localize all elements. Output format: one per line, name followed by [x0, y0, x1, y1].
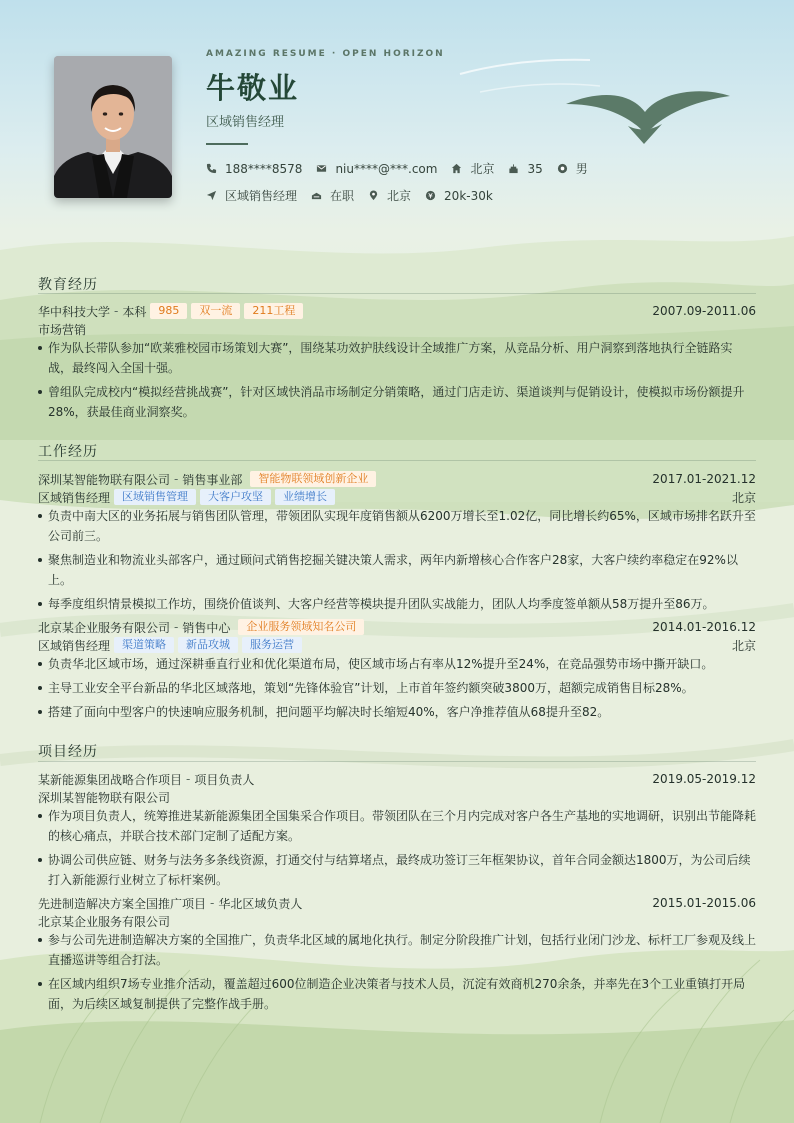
education-major-row: [38, 320, 756, 338]
school-name: 华中科技大学: [38, 304, 111, 319]
list-item: 在区域内组织7场专业推介活动，覆盖超过600位制造企业决策者与技术人员，沉淀有效商机270余条，并率先在3个工业重镇打开局面，为后续区域复制提供了完整作战手册。: [38, 974, 756, 1014]
email-info: [316, 162, 437, 176]
employment-status-info: [311, 187, 354, 204]
hometown-text: 北京: [470, 162, 495, 176]
job-intent-row: [206, 187, 507, 204]
project-org-row: [38, 788, 756, 806]
skill-tag: 服务运营: [242, 637, 302, 653]
list-item: 参与公司先进制造解决方案的全国推广，负责华北区域的属地化执行。制定分阶段推广计划，包括行业闭门沙龙、标杆工厂参观及线上直播巡讲等组合打法。: [38, 930, 756, 970]
list-item: 作为队长带队参加“欧莱雅校园市场策划大赛”，围绕某功效护肤线设计全域推广方案，从竞品分析、用户洞察到落地执行全链路实战，最终闯入全国十强。: [38, 338, 756, 378]
company-name: 深圳某智能物联有限公司: [38, 472, 171, 487]
project-date: 2019.05-2019.12: [652, 772, 756, 786]
location-pin-icon: [368, 190, 379, 201]
separator: -: [186, 772, 191, 786]
education-divider: [38, 293, 756, 294]
skill-tag: 渠道策略: [114, 637, 174, 653]
project-bullets: [38, 806, 756, 894]
department: 销售事业部: [182, 472, 243, 487]
project-header: [38, 894, 756, 912]
list-item: 作为项目负责人，统筹推进某新能源集团全国集采合作项目。带领团队在三个月内完成对客户各生产基地的实地调研，识别出节能降耗的核心痛点，并联合技术部门定制了适配方案。: [38, 806, 756, 846]
project-org: 深圳某智能物联有限公司: [38, 790, 171, 805]
header-tagline: AMAZING RESUME · OPEN HORIZON: [206, 49, 445, 59]
company-name: 北京某企业服务有限公司: [38, 620, 171, 635]
position: 区域销售经理: [38, 490, 111, 505]
list-item: 聚焦制造业和物流业头部客户，通过顾问式销售挖掘关键决策人需求，两年内新增核心合作客户28家，大客户续约率稳定在92%以上。: [38, 550, 756, 590]
education-date: 2007.09-2011.06: [652, 304, 756, 318]
cake-icon: [508, 163, 519, 174]
list-item: 负责华北区域市场，通过深耕垂直行业和优化渠道布局，使区域市场占有率从12%提升至24%，在竞品强势市场中撕开缺口。: [38, 654, 756, 674]
job-bullets: [38, 506, 756, 618]
intent-city-text: 北京: [387, 189, 412, 203]
list-item: 主导工业安全平台新品的华北区域落地，策划“先锋体验官”计划，上市首年签约额突破3800万，超额完成销售目标28%。: [38, 678, 756, 698]
projects-divider: [38, 761, 756, 762]
list-item: 负责中南大区的业务拓展与销售团队管理，带领团队实现年度销售额从6200万增长至1.02亿，同比增长约65%，区域市场排名跃升至公司前三。: [38, 506, 756, 546]
separator: -: [210, 896, 215, 910]
job-bullets: [38, 654, 756, 726]
work-divider: [38, 460, 756, 461]
gender-text: 男: [575, 162, 588, 176]
employment-status-text: 在职: [330, 189, 355, 203]
separator: -: [174, 620, 179, 634]
skill-tag: 新品攻城: [178, 637, 238, 653]
company-tag: 企业服务领域知名公司: [238, 619, 364, 635]
salary-info: [425, 189, 493, 203]
age-info: [508, 162, 542, 176]
list-item: 曾组队完成校内“模拟经营挑战赛”，针对区域快消品市场制定分销策略，通过门店走访、渠道谈判与促销设计，使模拟市场份额提升28%，获最佳商业洞察奖。: [38, 382, 756, 422]
intent-position-text: 区域销售经理: [225, 189, 298, 203]
salary-icon: [425, 190, 436, 201]
job-header: [38, 470, 756, 488]
project-bullets: [38, 930, 756, 1018]
job-date: 2017.01-2021.12: [652, 472, 756, 486]
projects-heading: 项目经历: [38, 744, 98, 760]
separator: -: [174, 472, 179, 486]
status-icon: [311, 190, 322, 201]
phone-info: [206, 162, 302, 176]
title-divider: [206, 143, 248, 145]
age-text: 35: [527, 161, 543, 176]
skill-tag: 大客户攻坚: [200, 489, 271, 505]
work-heading: 工作经历: [38, 444, 98, 460]
company-tag: 智能物联领域创新企业: [250, 471, 376, 487]
home-icon: [451, 163, 462, 174]
project-header: [38, 770, 756, 788]
project-role: 华北区域负责人: [218, 896, 303, 911]
school-tag: 双一流: [191, 303, 240, 319]
candidate-name: 牛敬业: [206, 71, 300, 105]
project-name: 某新能源集团战略合作项目: [38, 772, 183, 787]
contact-row: [206, 160, 602, 177]
phone-icon: [206, 163, 217, 174]
job-position-row: [38, 636, 756, 654]
email-text: niu****@***.com: [335, 161, 438, 176]
project-role: 项目负责人: [194, 772, 255, 787]
education-heading: 教育经历: [38, 277, 98, 293]
skill-tag: 业绩增长: [275, 489, 335, 505]
education-bullets: [38, 338, 756, 426]
major: 市场营销: [38, 322, 87, 337]
gender-info: [557, 160, 588, 177]
job-city: 北京: [731, 638, 756, 653]
education-entry-header: [38, 302, 756, 320]
intent-position-info: [206, 187, 297, 204]
intent-city-info: [368, 187, 411, 204]
hometown-info: [451, 160, 494, 177]
job-date: 2014.01-2016.12: [652, 620, 756, 634]
list-item: 搭建了面向中型客户的快速响应服务机制，把问题平均解决时长缩短40%，客户净推荐值从68提升至82。: [38, 702, 756, 722]
avatar: [54, 56, 172, 198]
job-position-row: [38, 488, 756, 506]
gender-icon: [557, 163, 568, 174]
separator: -: [114, 304, 119, 318]
department: 销售中心: [182, 620, 231, 635]
salary-text: 20k-30k: [444, 188, 493, 203]
school-tag: 985: [150, 303, 187, 319]
send-icon: [206, 190, 217, 201]
phone-text: 188****8578: [225, 161, 303, 176]
list-item: 协调公司供应链、财务与法务多条线资源，打通交付与结算堵点，最终成功签订三年框架协议，首年合同金额达1800万，为公司后续打入新能源行业树立了标杆案例。: [38, 850, 756, 890]
project-org: 北京某企业服务有限公司: [38, 914, 171, 929]
candidate-title: 区域销售经理: [206, 115, 285, 130]
school-tag: 211工程: [244, 303, 303, 319]
project-org-row: [38, 912, 756, 930]
project-name: 先进制造解决方案全国推广项目: [38, 896, 207, 911]
list-item: 每季度组织情景模拟工作坊，围绕价值谈判、大客户经营等模块提升团队实战能力，团队人均季度签单额从58万提升至86万。: [38, 594, 756, 614]
position: 区域销售经理: [38, 638, 111, 653]
degree: 本科: [122, 304, 147, 319]
mail-icon: [316, 163, 327, 174]
job-header: [38, 618, 756, 636]
project-date: 2015.01-2015.06: [652, 896, 756, 910]
job-city: 北京: [731, 490, 756, 505]
skill-tag: 区域销售管理: [114, 489, 196, 505]
